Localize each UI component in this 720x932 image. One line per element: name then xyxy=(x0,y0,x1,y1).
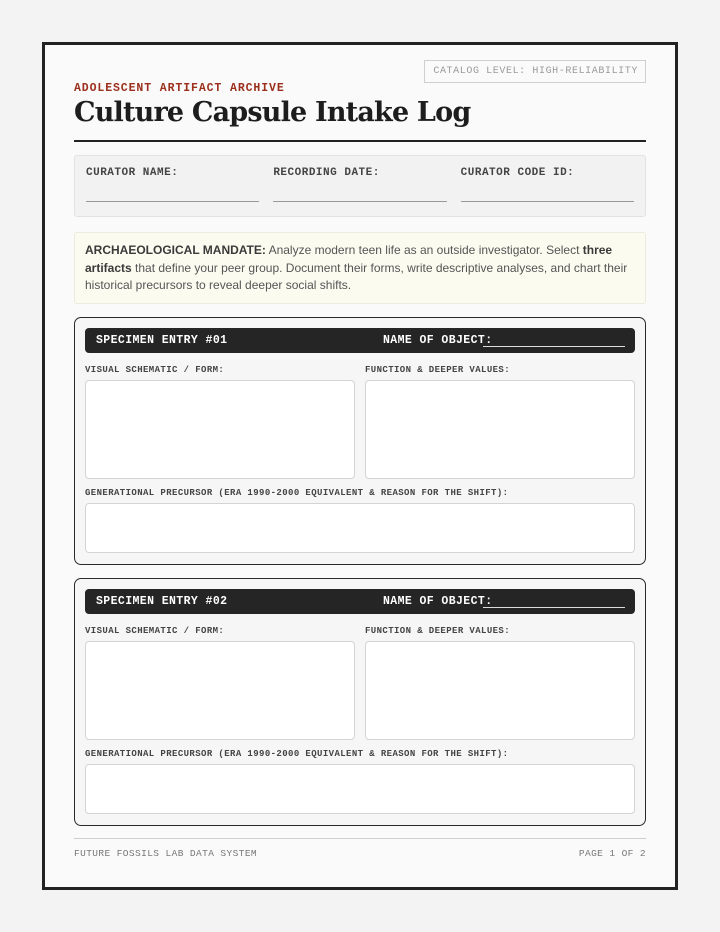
recording-date-label: RECORDING DATE: xyxy=(273,167,380,179)
recording-date-field[interactable] xyxy=(273,167,446,216)
recording-date-line[interactable] xyxy=(273,201,446,202)
worksheet-page xyxy=(42,42,678,890)
specimen-entry-label: SPECIMEN ENTRY #01 xyxy=(96,334,228,347)
specimen-entry-label: SPECIMEN ENTRY #02 xyxy=(96,595,228,608)
specimen-card-02 xyxy=(74,578,646,826)
object-name-line[interactable] xyxy=(483,607,625,608)
footer-system-name: FUTURE FOSSILS LAB DATA SYSTEM xyxy=(74,848,258,859)
page-number: PAGE 1 OF 2 xyxy=(578,848,646,859)
curator-name-label: CURATOR NAME: xyxy=(86,167,179,179)
mandate-lead: ARCHAEOLOGICAL MANDATE: xyxy=(85,243,266,257)
visual-schematic-box[interactable] xyxy=(85,641,355,740)
precursor-box[interactable] xyxy=(85,764,635,814)
curator-code-field[interactable] xyxy=(461,167,634,216)
visual-schematic-box[interactable] xyxy=(85,380,355,479)
object-name-line[interactable] xyxy=(483,346,625,347)
function-values-box[interactable] xyxy=(365,641,635,740)
curator-info-panel xyxy=(74,155,646,217)
curator-name-line[interactable] xyxy=(86,201,259,202)
curator-code-line[interactable] xyxy=(461,201,634,202)
mandate-emphasis: three artifacts xyxy=(85,243,613,275)
specimen-header-bar xyxy=(85,328,635,353)
function-values-box[interactable] xyxy=(365,380,635,479)
mandate-text-2: that define your peer group. Document their forms, write descriptive analyses, and chart their historical precursors to reveal deeper social shifts. xyxy=(85,260,628,292)
curator-name-field[interactable] xyxy=(86,167,259,216)
precursor-label: GENERATIONAL PRECURSOR (ERA 1990-2000 EQUIVALENT & REASON FOR THE SHIFT): xyxy=(85,488,509,498)
page-title: Culture Capsule Intake Log xyxy=(74,97,471,128)
object-name-label: NAME OF OBJECT: xyxy=(383,334,493,347)
function-values-label: FUNCTION & DEEPER VALUES: xyxy=(365,365,511,375)
object-name-label: NAME OF OBJECT: xyxy=(383,595,493,608)
specimen-header-bar xyxy=(85,589,635,614)
footer-divider xyxy=(74,838,646,839)
mandate-panel xyxy=(74,232,646,304)
mandate-text-1: Analyze modern teen life as an outside investigator. Select xyxy=(265,243,583,257)
specimen-card-01 xyxy=(74,317,646,565)
catalog-level-badge: CATALOG LEVEL: HIGH-RELIABILITY xyxy=(424,60,646,83)
curator-code-label: CURATOR CODE ID: xyxy=(460,167,575,179)
precursor-label: GENERATIONAL PRECURSOR (ERA 1990-2000 EQUIVALENT & REASON FOR THE SHIFT): xyxy=(85,749,509,759)
precursor-box[interactable] xyxy=(85,503,635,553)
archive-kicker: ADOLESCENT ARTIFACT ARCHIVE xyxy=(74,82,285,95)
title-divider xyxy=(74,140,646,142)
function-values-label: FUNCTION & DEEPER VALUES: xyxy=(365,626,511,636)
visual-schematic-label: VISUAL SCHEMATIC / FORM: xyxy=(85,626,225,636)
visual-schematic-label: VISUAL SCHEMATIC / FORM: xyxy=(85,365,225,375)
